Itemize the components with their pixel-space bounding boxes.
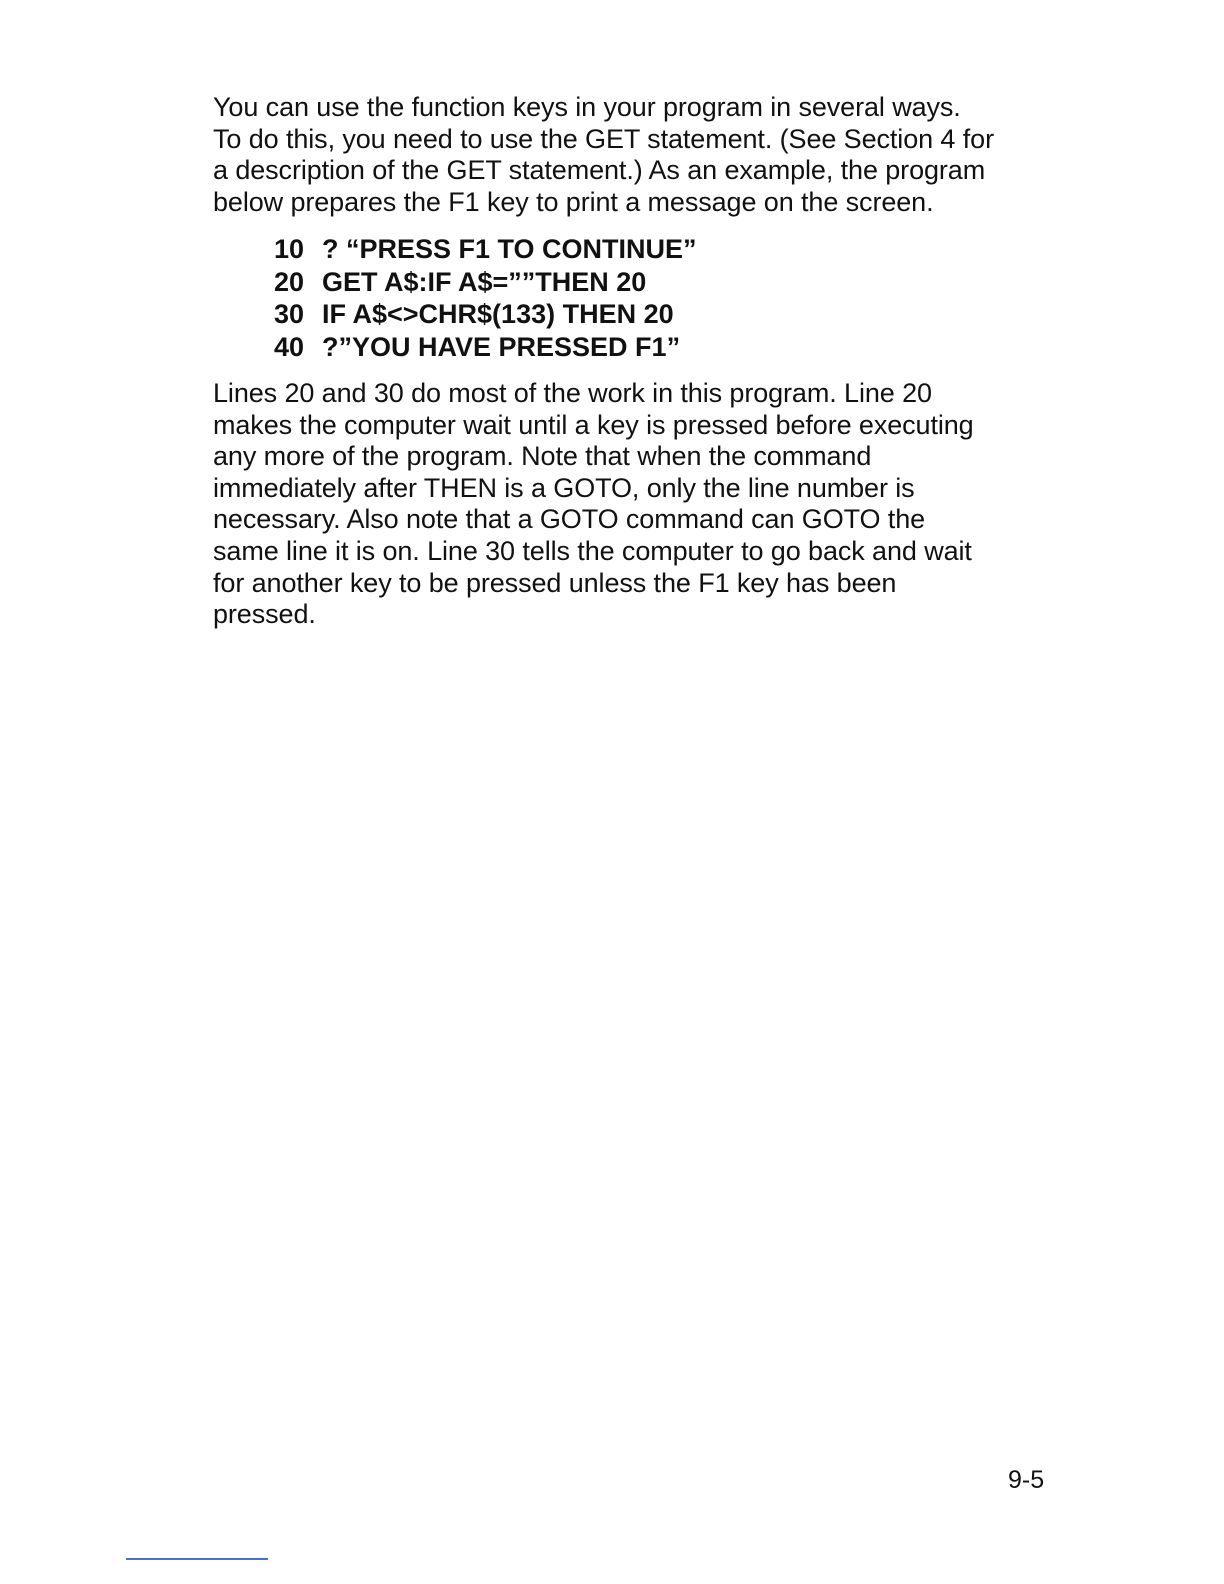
program-line [274, 331, 697, 364]
program-statement: GET A$:IF A$=””THEN 20 [322, 266, 647, 297]
program-line-number: 20 [274, 266, 305, 297]
intro-paragraph [213, 92, 1073, 218]
paragraph-line: any more of the program. Note that when the command [213, 441, 872, 472]
paragraph-line: below prepares the F1 key to print a message on the screen. [213, 186, 934, 217]
paragraph-line: necessary. Also note that a GOTO command can GOTO the [213, 504, 926, 535]
paragraph-line: a description of the GET statement.) As an example, the program [213, 155, 986, 186]
paragraph-line: You can use the function keys in your program in several ways. [213, 92, 961, 122]
program-line [274, 266, 697, 299]
program-line [274, 298, 697, 331]
paragraph-line: makes the computer wait until a key is pressed before executing [213, 409, 974, 440]
program-line-number: 10 [274, 234, 305, 264]
paragraph-line: pressed. [213, 599, 316, 630]
program-line [274, 233, 697, 266]
program-statement: ? “PRESS F1 TO CONTINUE” [322, 234, 697, 264]
paragraph-line: for another key to be pressed unless the F1 key has been [213, 567, 897, 598]
program-statement: ?”YOU HAVE PRESSED F1” [322, 331, 681, 362]
program-line-number: 30 [274, 299, 305, 329]
paragraph-line: To do this, you need to use the GET statement. (See Section 4 for [213, 123, 994, 154]
paragraph-line: immediately after THEN is a GOTO, only the line number is [213, 472, 915, 503]
program-line-number: 40 [274, 331, 305, 362]
program-listing [274, 233, 697, 363]
explanation-paragraph [213, 378, 1073, 631]
paragraph-line: same line it is on. Line 30 tells the computer to go back and wait [213, 535, 972, 566]
page-number: 9-5 [1008, 1466, 1045, 1494]
footer-rule [126, 1558, 268, 1560]
paragraph-line: Lines 20 and 30 do most of the work in this program. Line 20 [213, 378, 932, 408]
program-statement: IF A$<>CHR$(133) THEN 20 [322, 299, 674, 329]
